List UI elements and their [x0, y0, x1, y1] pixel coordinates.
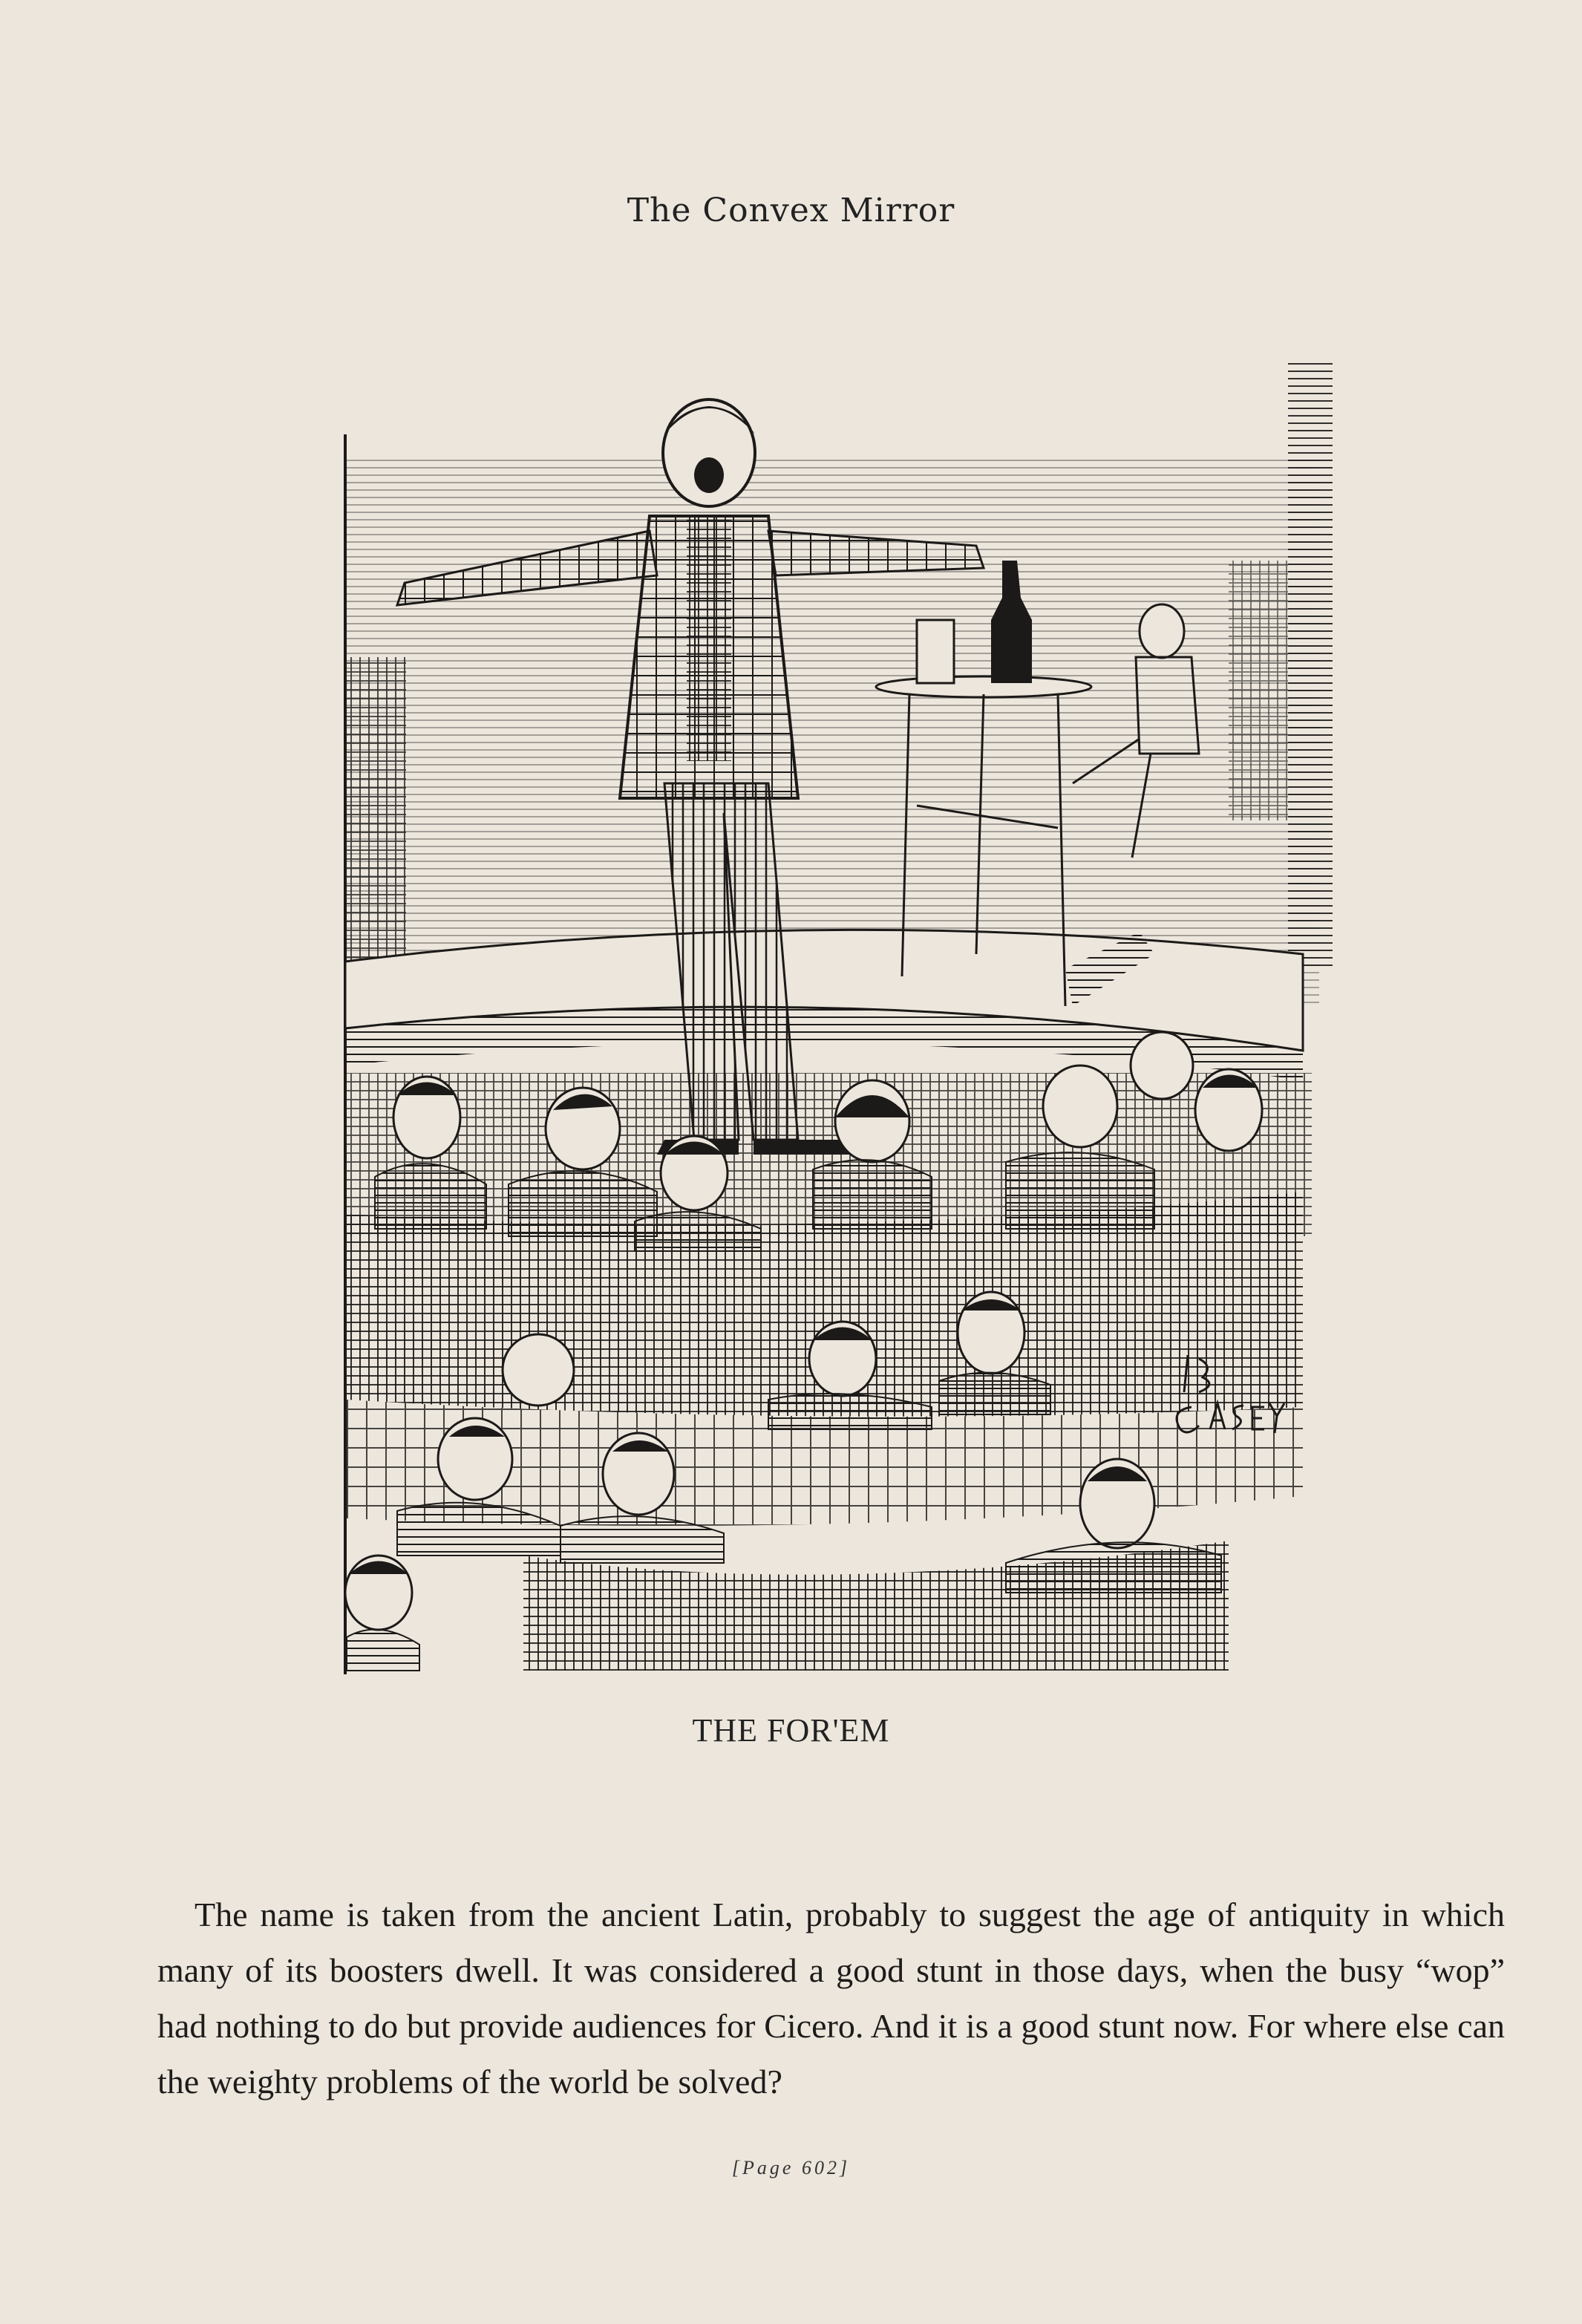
page-number: [Page 602]: [731, 2157, 851, 2178]
cartoon-illustration: [338, 338, 1336, 1678]
running-head: The Convex Mirror: [627, 192, 955, 229]
audience-rows: [345, 1032, 1312, 1671]
body-paragraph: The name is taken from the ancient Latin, probably to suggest the age of antiquity in which many of its boosters dwell. It was considered a good stunt in those days, when the busy “wop” had nothing to do but provide audiences for Cicero. And it is a good stunt now. For where else can the weighty problems of the world be solved?: [157, 1896, 1505, 2101]
illustration-caption: THE FOR'EM: [692, 1712, 890, 1749]
